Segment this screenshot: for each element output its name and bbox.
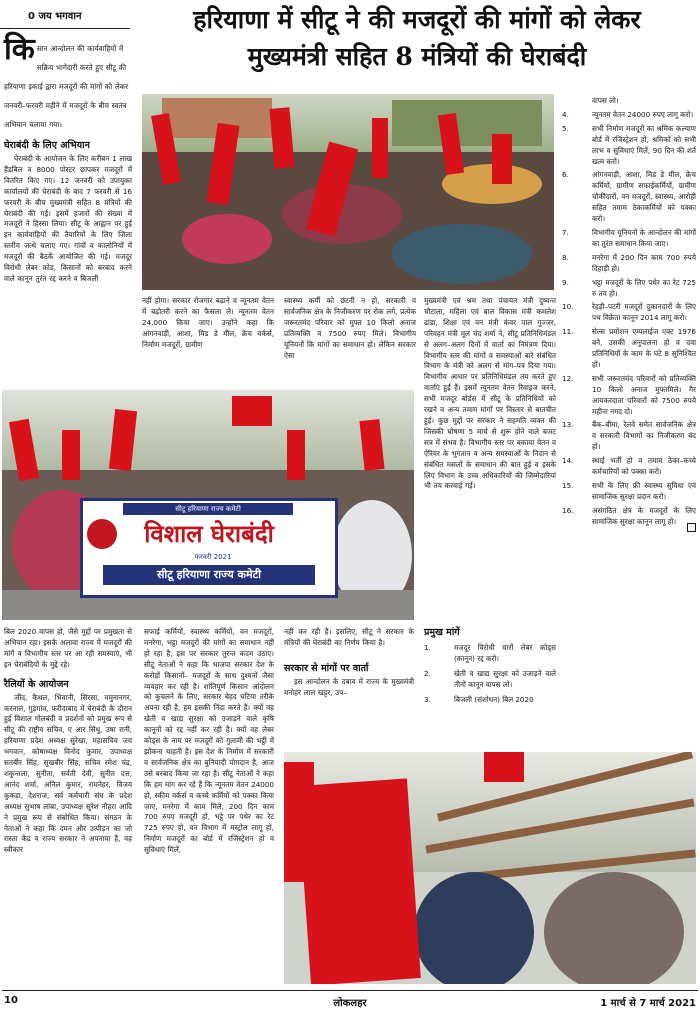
headline [134, 2, 700, 76]
demands-continued [562, 96, 696, 528]
end-mark [687, 523, 696, 532]
headline-line-1: हरियाणा में सीटू ने की मजदूरों की मांगों को लेकर [193, 5, 641, 34]
demand-item: 16. असंगठित क्षेत्र के मजदूरों के लिए सामाजिक सुरक्षा कानून लागू हो। [562, 505, 696, 526]
headline-line-2: मुख्यमंत्री सहित 8 मंत्रियों की घेराबंदी [247, 42, 587, 71]
demand-item: 8. मनरेगा में 200 दिन काम 700 रुपये दिहाड़ी हो। [562, 252, 696, 273]
column-mid-a: नहीं होगा। सरकार रोजगार बढ़ाने व न्यूनतम वेतन में बढ़ोतरी करने का फैसला ले। न्यूनतम वेतन 24,000 किया जाए। उन्होंने कहा कि आंगनवाड़ी, आशा, मिड डे मील, क्रेच वर्कर्स, निर्माण मजदूरों, ग्रामीण [142, 296, 274, 349]
demand-item: 12. सभी जरूरतमंद परिवारों को प्रतिव्यक्ति 10 किलो अनाज मुफ्तमिले। गैर आयकरदाता परिवारों को 7500 रुपये महीना नगद दो। [562, 373, 696, 416]
author-name: 0 जय भगवान [28, 11, 82, 22]
rally-photo-top [142, 94, 554, 290]
drop-cap: कि [4, 32, 35, 67]
section-rallies-heading: रैलियों के आयोजन [4, 678, 69, 690]
column-lower-1 [4, 627, 132, 856]
demand-item: 13. बैंक–बीमा, रेलवे समेत सार्वजनिक क्षेत्र व सरकारी विभागों का निजीकरण बंद हो। [562, 420, 696, 452]
demand-item: 9. भट्ठा मजदूरों के लिए पथेर का रेट 725 रु तय हो। [562, 277, 696, 298]
intro-block [4, 32, 132, 131]
demand-item: 11. सेल्स प्रमोशन एम्पलाईज एक्ट 1976 बने, उसकी अनुपालना हो व दवा प्रतिनिधियों के काम के घंटे 8 सुनिश्चित हों। [562, 327, 696, 369]
demand-item: 3. बिजली (संशोधन) बिल 2020 [424, 694, 534, 704]
demand-item: 2. खेती व खाद्य सुरक्षा को उजाड़ने वाले तीनों कानून वापस लो। [424, 668, 556, 689]
protest-banner [80, 498, 338, 598]
banner-logo-icon [87, 519, 117, 549]
demands-heading: प्रमुख मांगें [424, 627, 460, 638]
demand-item: 5. सभी निर्माण मजदूरों का श्रमिक कल्याण बोर्ड में रजिस्ट्रेशन हो, श्रमिकों को सभी लाभ व सुविधाएं मिलें, 90 दिन की शर्त खत्म करो। [562, 123, 696, 166]
banner-bottom-text: सीटू हरियाणा राज्य कमेटी [103, 565, 315, 585]
column-lower-3 [284, 627, 414, 699]
demand-item: 14. स्थाई भर्ती हो व तमाम ठेका–कच्चे कर्मचारियों को पक्का करो। [562, 456, 696, 477]
demand-item: वापस लो। [592, 96, 619, 105]
column-lower-1-text: बिल 2020 वापस हो, जैसे मुद्दों पर प्रमुखता से अभियान रहा। इसके अलावा राज्य में मजदूरों की मांगें व विभागीय स्तर पर आ रही समस्याएं, भी इन घेराबंदियों के मुद्दे रहे। [4, 627, 132, 669]
section-rallies-text: जींद, कैथल, भिवानी, सिरसा, यमुनानगर, करनाल, गुड़गांव, फरीदाबाद में घेराबंदी के दौरान हुई विशाल गोलबंदी व प्रदर्शनों को प्रमुख रूप से सीटू की राष्ट्रीय सचिव, ए आर सिंधु, उषा रानी, हरियाणा प्रदेश अध्यक्ष सुरेखा, महासचिव जय भगवान, कोषाध्यक्ष विनोद कुमार, उपाध्यक्ष सतबीर सिंह, सुखबीर सिंह, सचिव रमेश चंद्र, शकुन्तला, सुनीता, सर्वती देवी, सुनीत दत्त, आनंद शर्मा, अनिल कुमार, रामनेहर, विजय कुकड़ा, देशराज, सर्व कर्मचारी संघ के प्रदेश अध्यक्ष सुभाष लांबा, उपाध्यक्ष सुरेश नौहरा आदि ने प्रमुख रूप से संबोधित किया। संगठन के नेताओं ने कहा कि दमन और उत्पीड़न का जो रास्ता केंद्र व राज्य सरकार ने अपनाया है, वह स्वीकार [4, 692, 132, 855]
column-mid-b: स्वास्थ्य कर्मी को छंटनी न हो, सरकारी व सार्वजनिक क्षेत्र के निजीकरण पर रोक लगे, प्रत्येक जरूरतमंद परिवार को मुफ्त 10 किलो अनाज प्रतिव्यक्ति व 7500 रुपए मिले। विभागीय यूनियनों कि मांगों का समाधान हो। लेकिन सरकार ऐसा [284, 296, 416, 360]
red-flag-icon [297, 778, 421, 984]
section-campaign-text: घेराबंदी के आयोजन के लिए करीबन 1 लाख हैंडबिल व 8000 पोस्टर छापकर मजदूरों में वितरित किए गए। 12 जनवरी को उपायुक्त कार्यालयों की घेराबंदी के बाद 7 फरवरी से 16 फरवरी के बीच मुख्यमंत्री सहित 8 मंत्रियों की घेराबंदी की गई। इसमें हजारों की संख्या में मजदूरों ने हिस्सा लिया। सीटू के आह्वान पर हुई इन कार्यवाहियों की तैयारियों के लिए जिला स्तरीय जत्थे चलाए गए। गांवों व कालोनियों में मजदूरों की बैठकें आयोजित की गई। मजदूर विरोधी लेबर कोड, किसानों को बरबाद करने वाले कानून तुरंत रद्द करने व बिजली [4, 154, 132, 283]
footer-paper-name: लोकलहर [333, 998, 367, 1009]
column-lower-3-text: नहीं कर रही है। इसलिए, सीटू ने सरकार के मंत्रियों की घेराबंदी का निर्णय किया है। [284, 627, 414, 647]
banner-date-text: फरवरी 2021 [194, 553, 232, 561]
section-talks-text: इस आन्दोलन के दबाव में राज्य के मुख्यमंत्री मनोहर लाल खट्टर, उप– [284, 676, 414, 697]
demand-item: 6. आंगनवाड़ी, आशा, मिड डे मील, क्रेच कर्मियों, ग्रामीण सफाईकर्मियों, ग्रामीण चौकीदारों, वन मजदूरों, स्वास्थ्य, आरोही सहित तमाम ठेकाकर्मियों को पक्का करो। [562, 170, 696, 224]
demand-item: 7. विभागीय यूनियनों के आन्दोलन की मांगों का तुरंत समाधान किया जाए। [562, 227, 696, 248]
footer-rule [2, 990, 698, 991]
section-campaign [4, 140, 132, 285]
rally-photo-banner [2, 390, 414, 620]
protest-photo-bottom [284, 752, 696, 984]
demand-item: 1. मजदूर विरोधी चारों लेबर कोड्स (कानून) रद्द करो। [424, 643, 556, 663]
author-label [0, 0, 130, 29]
footer-page-number: 10 [4, 995, 18, 1006]
intro-text: सान आन्दोलन की कार्यवाहियों में सक्रिय भागेदारी करते हुए सीटू की हरियाणा इकाई द्वारा मजदूरों की मांगों को लेकर जनवरी–फरवरी महीने में मजदूरों के बीच स्वतंत्र अभियान चलाया गया। [4, 44, 129, 129]
section-talks-heading: सरकार से मांगों पर वार्ता [284, 662, 369, 674]
section-campaign-heading: घेराबंदी के लिए अभियान [4, 140, 90, 151]
demand-item: 10. रेहड़ी–पटरी मजदूरों दुकानदारों के लिए पथ विक्रेता कानून 2014 लागू करो। [562, 302, 696, 323]
banner-top-text: सीटू हरियाणा राज्य कमेटी [123, 503, 293, 515]
footer-date: 1 मार्च से 7 मार्च 2021 [600, 998, 696, 1009]
column-lower-2: सफाई कर्मियों, स्वास्थ्य कर्मियों, वन मजदूरों, मनरेगा, भट्ठा मजदूरों की मांगों का समाधान नहीं हो रहा है, इस पर सरकार तुरन्त कदम उठाए। सीटू नेताओं ने कहा कि भाजपा सरकार देश के करोड़ों किसानों– मजदूरों के साथ दुश्मनों जैसा व्यवहार कर रही है। शांतिपूर्ण किसान आंदोलन को कुचलने के लिए, सरकार बेहद घटिया तरीके अपना रही है, हम इसकी निंदा करते हैं। क्यों वह खेती व खाद्य सुरक्षा को उजाड़ने वाले कृषि कानूनों को रद्द नहीं कर रही है। क्यों वह लेबर कोड्स के नाम पर मजदूरों को गुलामी की भट्ठी में झोंकना चाहती है। इस देश के निर्माण में सरकारी व सार्वजनिक क्षेत्र का बुनियादी योगदान है, आज उसे बरबाद किया जा रहा है। सीटू नेताओं ने कहा कि हम मांग कर रहे हैं कि न्यूनतम वेतन 24000 हो, स्कीम वर्कर्स व कच्चे कर्मियों को पक्का किया जाए, मनरेगा में काम मिले, 200 दिन काम 700 रुपए मजदूरी हो, भट्ठे पर पथेर का रेट 725 रुपए हो, वन विभाग में मस्ट्रोल लागू हो, निर्माण मजदूरों का बोर्ड में रजिस्ट्रेशन हो व सुविधाएं मिलें, [144, 627, 274, 855]
banner-main-text: विशाल घेराबंदी [144, 519, 274, 548]
demands-box [424, 627, 556, 706]
demand-item: 4. न्यूनतम वेतन 24000 रुपए लागू करो। [562, 109, 694, 119]
column-mid-c: मुख्यमंत्री एवं श्रम तथा पंचायत मंत्री दुष्यन्त चौटाला, महिला एवं बाल विकास मंत्री कमलेश ढांडा, शिक्षा एवं वन मंत्री कंवर पाल गुज्जर, परिवहन मंत्री मूल चंद शर्मा ने, सीटू प्रतिनिधिमंडल से अलग–अलग दिनों में वार्ता का निमंत्रण दिया। विभागीय स्तर की मांगों व समस्याओं बारे संबंधित विभाग के मंत्री को अलग से मांग–पत्र दिया गया। विभागीय आधार पर प्रतिनिधिमंडल तय करते हुए वार्ताएं हुईं हैं। इसमें न्यूनतम वेतन रिवाइज करने, सभी मजदूर बोर्डस में सीटू के प्रतिनिधियों को रखने व अन्य तमाम मांगों पर विस्तार से बातचीत हुई। कुछ मुद्दों पर सरकार ने सहमति व्यक्त की जिसकी घोषणा 5 मार्च से शुरू होने वाले बजट सत्र में संभव है। विभागीय स्तर पर बकाया वेतन व ऐरियर के भुगतान व अन्य समस्याओं के निदान से संबंधित मसलों के समाधान की बात हुई व इसके लिए विभाग के उच्च अधिकारियों की जिम्मेदारियां भी तय करवाई गई। [424, 296, 556, 491]
demand-item: 15. सभी के लिए फ्री स्वास्थ्य सुविधा एवं सामाजिक सुरक्षा प्रदान करो। [562, 481, 696, 501]
